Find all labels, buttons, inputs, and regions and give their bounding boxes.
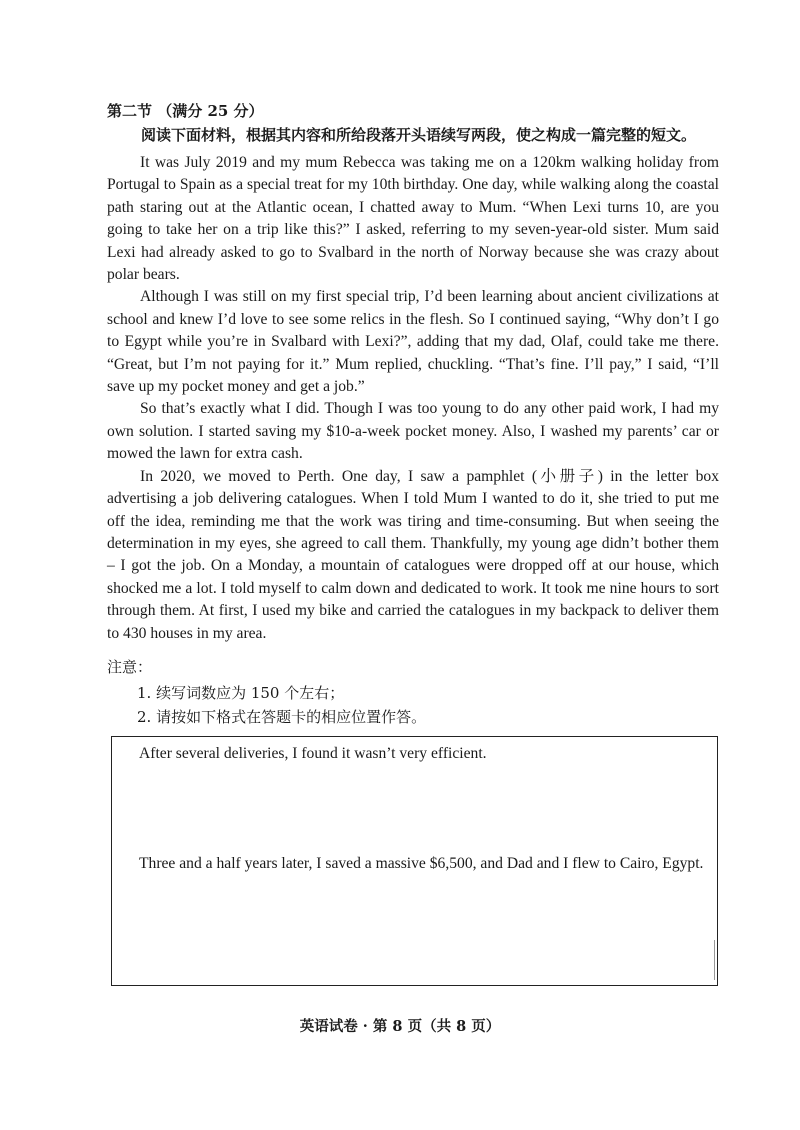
passage-paragraph-3: So that’s exactly what I did. Though I was too young to do any other paid work, I had my own solution. I started saving my $10-a-week pocket money. Also, I washed my parents’ car or mowed the lawn for extra cash. [107,400,719,463]
note-item-1: 1. 续写词数应为 150 个左右； [137,684,345,702]
scan-mark [714,940,715,980]
passage-paragraph-4: In 2020, we moved to Perth. One day, I saw a pamphlet (小册子) in the letter box advertising a job delivering catalogues. When I told Mum I wanted to do it, she tried to put me off the idea, reminding me that the work was tiring and time-consuming. But when seeing the determination in my eyes, she agreed to call them. Thankfully, my young age didn’t bother them – I got the job. On a Monday, a mountain of catalogues were dropped off at our house, which shocked me a lot. I told myself to calm down and dedicated to work. It took me nine hours to sort through them. At first, I used my bike and carried the catalogues in my backpack to deliver them to 430 houses in my area. [107,467,719,642]
answer-box [111,736,718,986]
notes-label: 注意： [107,658,153,676]
opening-sentence-2: Three and a half years later, I saved a massive $6,500, and Dad and I flew to Cairo, Egypt. [139,855,704,872]
note-item-2: 2. 请按如下格式在答题卡的相应位置作答。 [137,708,427,726]
passage-paragraph-1: It was July 2019 and my mum Rebecca was taking me on a 120km walking holiday from Portugal to Spain as a special treat for my 10th birthday. One day, while walking along the coastal path staring out at the Atlantic ocean, I chatted away to Mum. “When Lexi turns 10, are you going to take her on a trip like this?” I asked, referring to my seven-year-old sister. Mum said Lexi had already asked to go to Svalbard in the north of Norway because she was crazy about polar bears. [107,154,719,284]
page-footer: 英语试卷 · 第 8 页（共 8 页） [299,1018,501,1035]
section-title: 第二节 （满分 25 分） [107,102,264,120]
opening-sentence-1: After several deliveries, I found it wasn’t very efficient. [139,745,487,762]
notes-list [137,681,426,729]
reading-passage [107,152,719,645]
instruction-text: 阅读下面材料，根据其内容和所给段落开头语续写两段，使之构成一篇完整的短文。 [141,126,697,144]
passage-paragraph-2: Although I was still on my first special trip, I’d been learning about ancient civilizations at school and knew I’d love to see some relics in the flesh. So I continued saying, “Why don’t I go to Egypt while you’re in Svalbard with Lexi?”, adding that my dad, Olaf, could take me there. “Great, but I’m not paying for it.” Mum replied, chuckling. “That’s fine. I’ll pay,” I said, “I’ll save up my pocket money and get a job.” [107,288,719,396]
